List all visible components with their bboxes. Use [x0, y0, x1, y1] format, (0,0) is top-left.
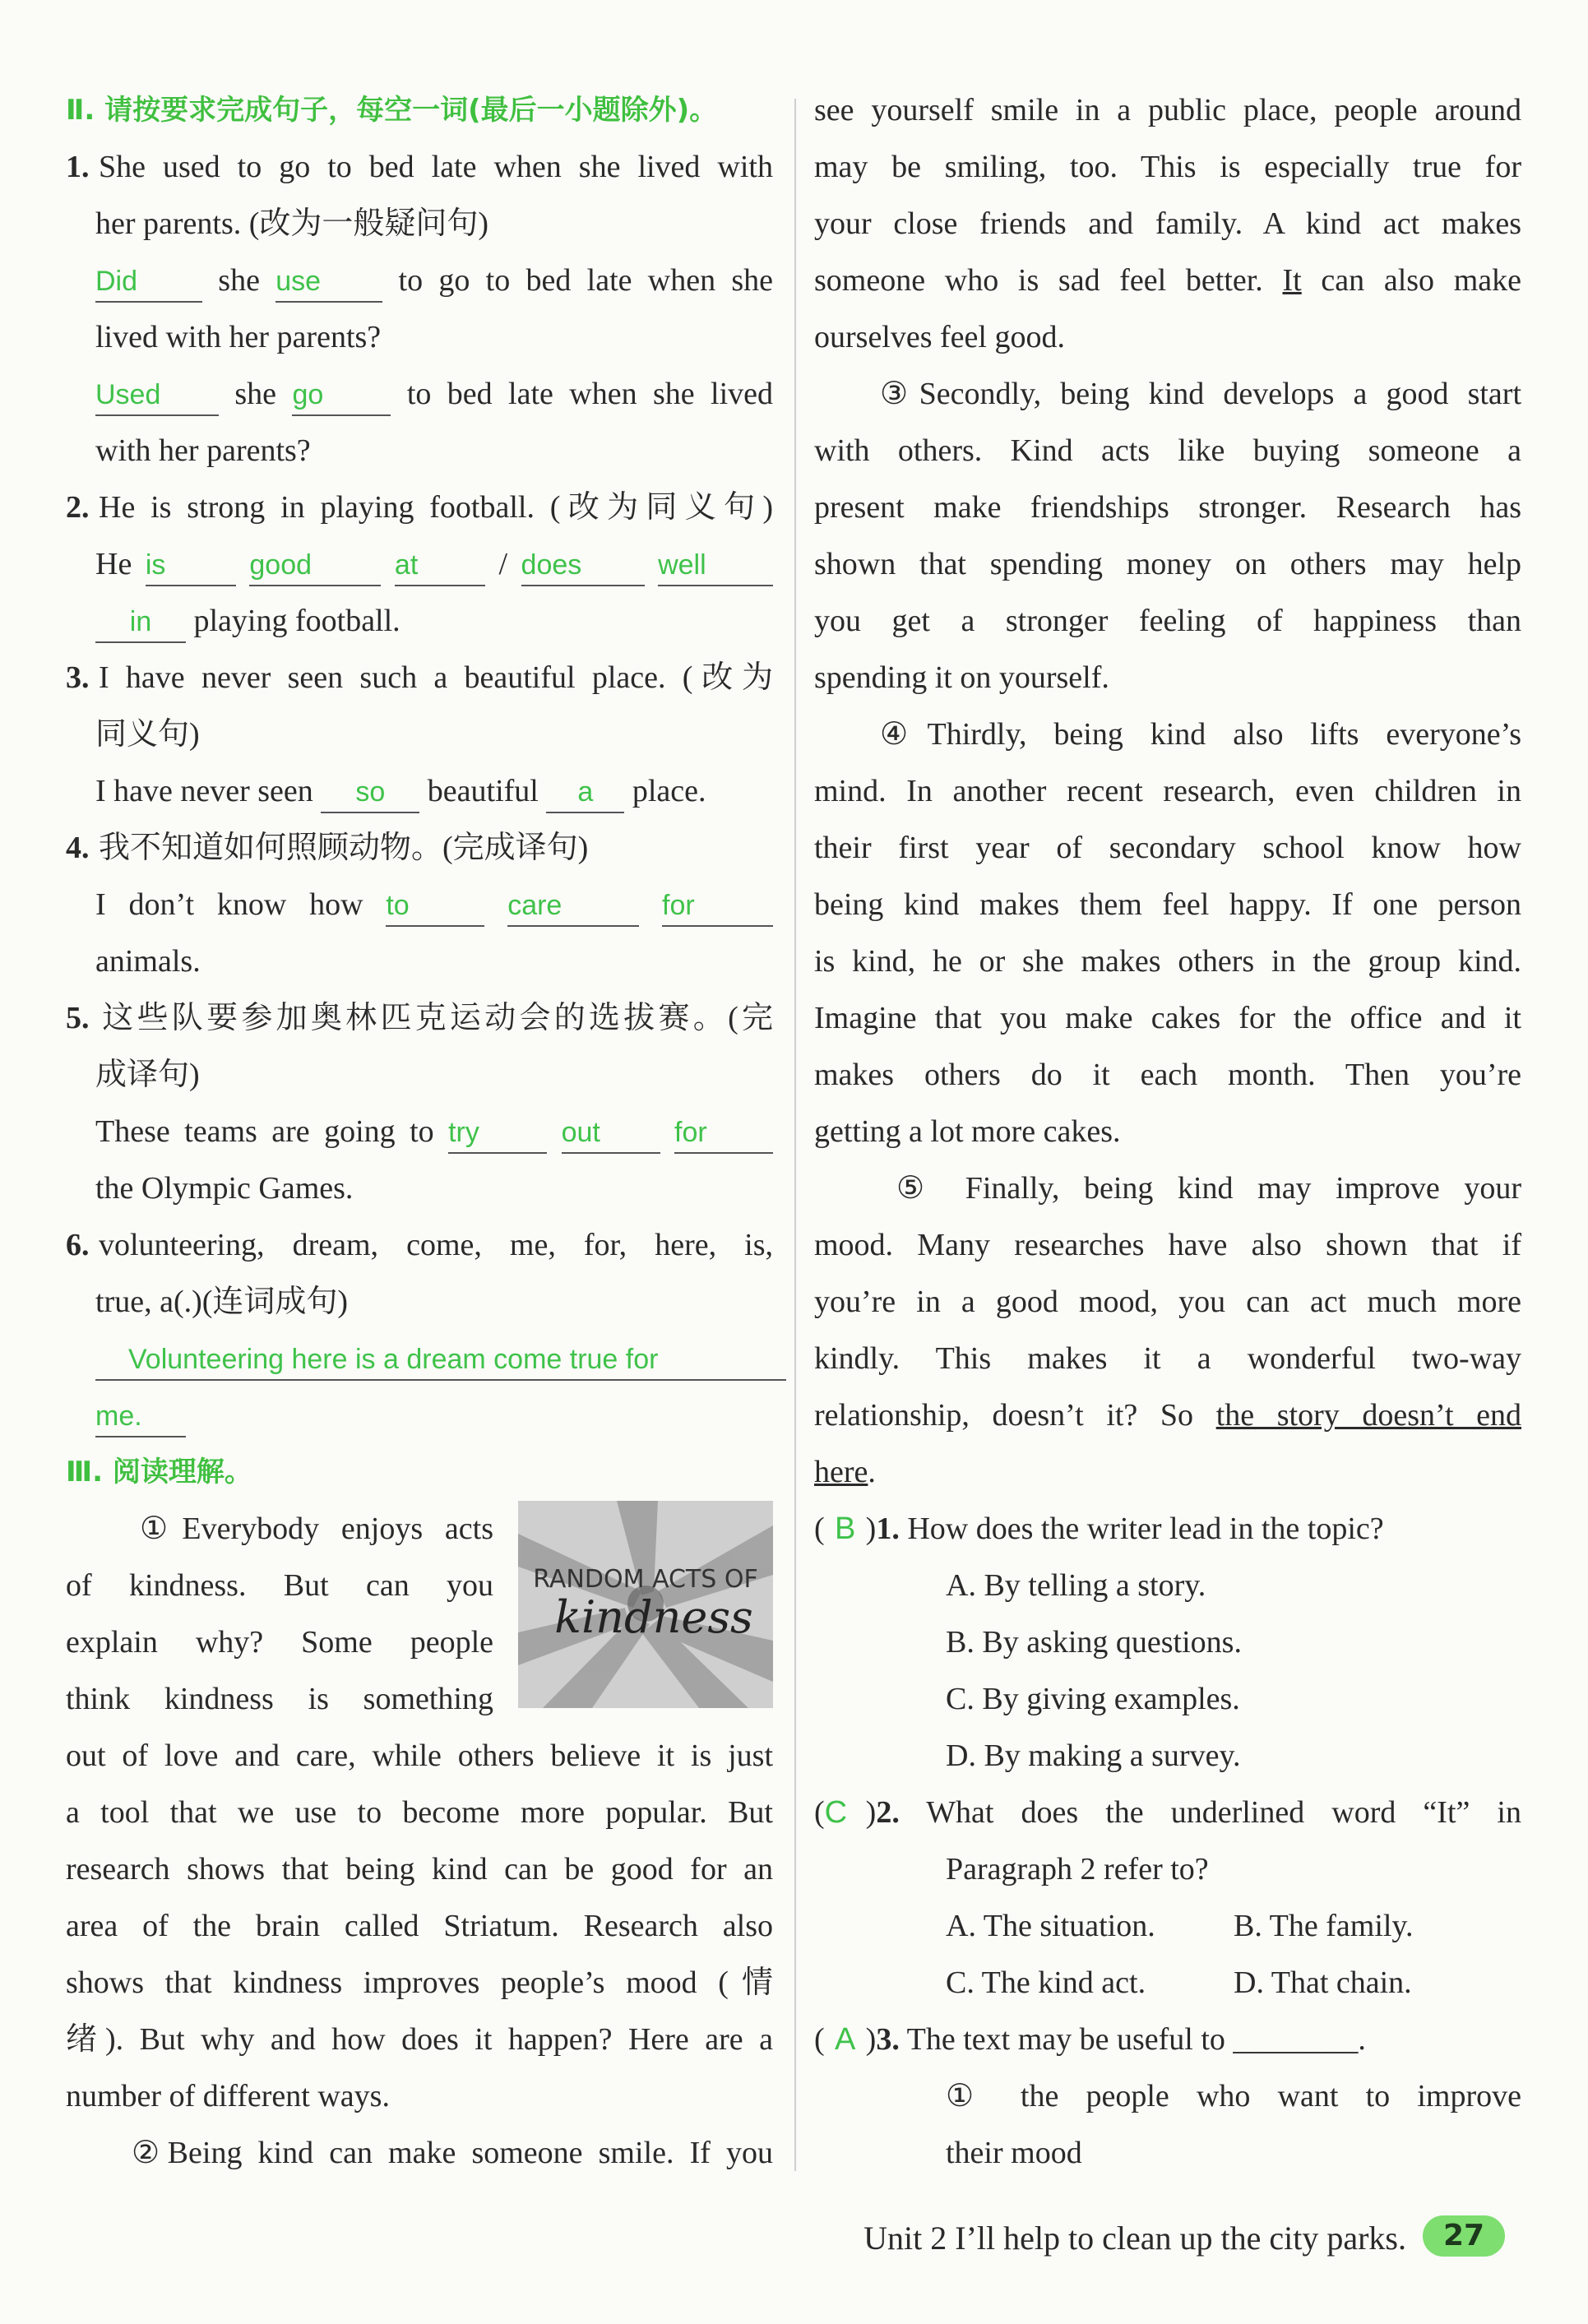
- p5-line6: here.: [814, 1455, 876, 1489]
- p1-line2: of kindness. But can you: [66, 1568, 493, 1603]
- p4-line4: being kind makes them feel happy. If one person: [814, 887, 1521, 922]
- section-3-title: Ⅲ. 阅读理解。: [66, 1456, 252, 1488]
- q6-answer-line1[interactable]: Volunteering here is a dream come true for: [95, 1340, 786, 1381]
- hands-illustration: [518, 1501, 773, 1708]
- q2-answer-4[interactable]: does: [521, 545, 645, 586]
- q5-answer-3[interactable]: for: [674, 1113, 773, 1154]
- q3-line3: I have never seen so beautiful a place.: [66, 763, 773, 820]
- p3-line4: shown that spending money on others may help: [814, 547, 1521, 581]
- unit-title: Unit 2 I’ll help to clean up the city parks.: [863, 2220, 1406, 2257]
- p3-line6: spending it on yourself.: [814, 660, 1109, 695]
- q3-option-1[interactable]: ① the people who want to improve: [946, 2079, 1521, 2113]
- q1-option-d[interactable]: D. By making a survey.: [946, 1738, 1241, 1773]
- q3-option-1-cont: their mood: [946, 2136, 1082, 2170]
- q6-line2: true, a(.)(连词成句): [95, 1285, 349, 1319]
- q1-line4: lived with her parents?: [95, 320, 382, 354]
- q5-line1: 5. 这些队要参加奥林匹克运动会的选拔赛。(完: [66, 1001, 773, 1035]
- q3-answer-2[interactable]: a: [546, 772, 624, 813]
- q1-line2: her parents. (改为一般疑问句): [95, 206, 489, 241]
- q1-line3: Did she use to go to bed late when she: [66, 252, 773, 309]
- p5-line1: ⑤ Finally, being kind may improve your: [896, 1171, 1521, 1206]
- p3-line5: you get a stronger feeling of happiness than: [814, 604, 1521, 638]
- q2-option-d[interactable]: D. That chain.: [1234, 1965, 1412, 2000]
- p5-line3: you’re in a good mood, you can act much more: [814, 1285, 1521, 1319]
- p1-line1: ①Everybody enjoys acts: [140, 1512, 493, 1546]
- p4-line3: their first year of secondary school know how: [814, 831, 1521, 865]
- q6-line4: [66, 1387, 773, 1444]
- p1-line3: explain why? Some people: [66, 1625, 493, 1660]
- q5-answer-2[interactable]: out: [562, 1113, 660, 1154]
- left-column: [66, 82, 773, 2182]
- q4-answer-3[interactable]: for: [662, 886, 773, 927]
- q1-choice-answer[interactable]: B: [834, 1512, 856, 1546]
- q1-answer-3[interactable]: Used: [95, 375, 219, 416]
- q1-line6: with her parents?: [95, 433, 311, 468]
- q4-answer-2[interactable]: care: [507, 886, 639, 927]
- q1-answer-1[interactable]: Did: [95, 262, 202, 303]
- q6-line3: [66, 1331, 773, 1387]
- p1-full-line7: number of different ways.: [66, 2079, 390, 2113]
- p3-line2: with others. Kind acts like buying someone a: [814, 433, 1521, 468]
- q6-line1: 6. volunteering, dream, come, me, for, here, is,: [66, 1228, 773, 1262]
- question-2: (C )2. What does the underlined word “It” in: [814, 1785, 1521, 1841]
- q2-line3: in playing football.: [66, 593, 773, 650]
- q3-answer-1[interactable]: so: [321, 772, 419, 813]
- p4-line1: ④Thirdly, being kind also lifts everyone’s: [880, 717, 1521, 752]
- q5-line4: the Olympic Games.: [95, 1171, 354, 1206]
- q1-option-b[interactable]: B. By asking questions.: [946, 1625, 1242, 1660]
- q1-answer-4[interactable]: go: [292, 375, 391, 416]
- p2-line3: may be smiling, too. This is especially true for: [814, 150, 1521, 184]
- p2-line6: ourselves feel good.: [814, 320, 1065, 354]
- q2-option-b[interactable]: B. The family.: [1234, 1909, 1414, 1943]
- p1-full-line3: research shows that being kind can be good for an: [66, 1852, 773, 1887]
- q4-line2: I don’t know how to care for: [66, 877, 773, 933]
- q2-answer-3[interactable]: at: [395, 545, 485, 586]
- p1-wrap-lines: [66, 1501, 493, 1728]
- page-number-badge: 27: [1423, 2215, 1505, 2257]
- p2-line2: see yourself smile in a public place, people around: [814, 93, 1521, 127]
- column-divider: [794, 99, 796, 2171]
- q4-line3: animals.: [95, 944, 201, 979]
- right-column: [814, 82, 1521, 2182]
- p1-full-line5: shows that kindness improves people’s mood (情: [66, 1965, 773, 2000]
- p1-full-line4: area of the brain called Striatum. Research also: [66, 1909, 773, 1943]
- q2-answer-2[interactable]: good: [249, 545, 381, 586]
- p5-line2: mood. Many researches have also shown that if: [814, 1228, 1521, 1262]
- p5-line5: relationship, doesn’t it? So the story doesn’t end: [814, 1398, 1522, 1433]
- q1-line1: 1. She used to go to bed late when she lived with: [66, 150, 773, 184]
- page-footer: [781, 2212, 1521, 2262]
- image-caption-line1: RANDOM ACTS OF: [533, 1565, 758, 1594]
- q1-answer-2[interactable]: use: [275, 262, 382, 303]
- q1-option-a[interactable]: A. By telling a story.: [946, 1568, 1206, 1603]
- q2-option-c[interactable]: C. The kind act.: [946, 1965, 1146, 2000]
- q4-line1: 4. 我不知道如何照顾动物。(完成译句): [66, 831, 589, 865]
- p2-line4: your close friends and family. A kind act makes: [814, 206, 1521, 241]
- q3-line1: 3. I have never seen such a beautiful place. (改为: [66, 660, 773, 695]
- p1-full-line2: a tool that we use to become more popular. But: [66, 1795, 773, 1830]
- p4-line6: Imagine that you make cakes for the office and it: [814, 1001, 1521, 1035]
- q4-answer-1[interactable]: to: [386, 886, 484, 927]
- p1-with-image: [66, 1501, 773, 1728]
- p4-line2: mind. In another recent research, even children in: [814, 774, 1521, 808]
- q2-options-row2: [814, 1955, 1521, 2012]
- q2-options-row1: [814, 1898, 1521, 1955]
- p4-line7: makes others do it each month. Then you’re: [814, 1058, 1521, 1092]
- p4-line5: is kind, he or she makes others in the group kind.: [814, 944, 1521, 979]
- underlined-it: It: [1282, 263, 1302, 298]
- p2-line1: ②Being kind can make someone smile. If you: [132, 2136, 773, 2170]
- question-2-cont: Paragraph 2 refer to?: [946, 1852, 1209, 1887]
- q2-line2: He is good at / does well: [66, 536, 773, 593]
- p2-line5: someone who is sad feel better. It can also make: [814, 263, 1522, 298]
- q6-answer-line2[interactable]: me.: [95, 1396, 186, 1437]
- q5-line3: These teams are going to try out for: [66, 1104, 773, 1160]
- question-3: ( A )3. The text may be useful to ________.: [814, 2012, 1521, 2068]
- q2-choice-answer[interactable]: C: [824, 1795, 848, 1830]
- q2-option-a[interactable]: A. The situation.: [946, 1909, 1155, 1943]
- q1-option-c[interactable]: C. By giving examples.: [946, 1682, 1240, 1716]
- section-2-title: Ⅱ. 请按要求完成句子，每空一词(最后一小题除外)。: [66, 94, 718, 127]
- underlined-phrase: the story doesn’t end: [1215, 1398, 1522, 1433]
- question-1: ( B )1. How does the writer lead in the topic?: [814, 1501, 1521, 1558]
- p3-line3: present make friendships stronger. Research has: [814, 490, 1521, 525]
- q2-answer-1[interactable]: is: [146, 545, 236, 586]
- q2-answer-6[interactable]: in: [95, 602, 186, 643]
- q2-line1: 2. He is strong in playing football. (改为同义句): [66, 490, 773, 525]
- q3-choice-answer[interactable]: A: [834, 2022, 856, 2057]
- q1-line5: Used she go to bed late when she lived: [66, 366, 773, 423]
- p1-full-line1: out of love and care, while others believe it is just: [66, 1738, 773, 1773]
- q5-answer-1[interactable]: try: [448, 1113, 547, 1154]
- p5-line4: kindly. This makes it a wonderful two-way: [814, 1341, 1521, 1376]
- image-caption-line2: kindness: [554, 1591, 753, 1643]
- p3-line1: ③Secondly, being kind develops a good start: [880, 377, 1521, 411]
- p4-line8: getting a lot more cakes.: [814, 1114, 1121, 1149]
- q5-line2: 成译句): [95, 1058, 200, 1092]
- q3-line2: 同义句): [95, 717, 200, 752]
- p1-full-line6: 绪). But why and how does it happen? Here are a: [66, 2022, 773, 2057]
- p1-line4: think kindness is something: [66, 1682, 493, 1716]
- q2-answer-5[interactable]: well: [658, 545, 773, 586]
- random-acts-of-kindness-image: [518, 1501, 773, 1708]
